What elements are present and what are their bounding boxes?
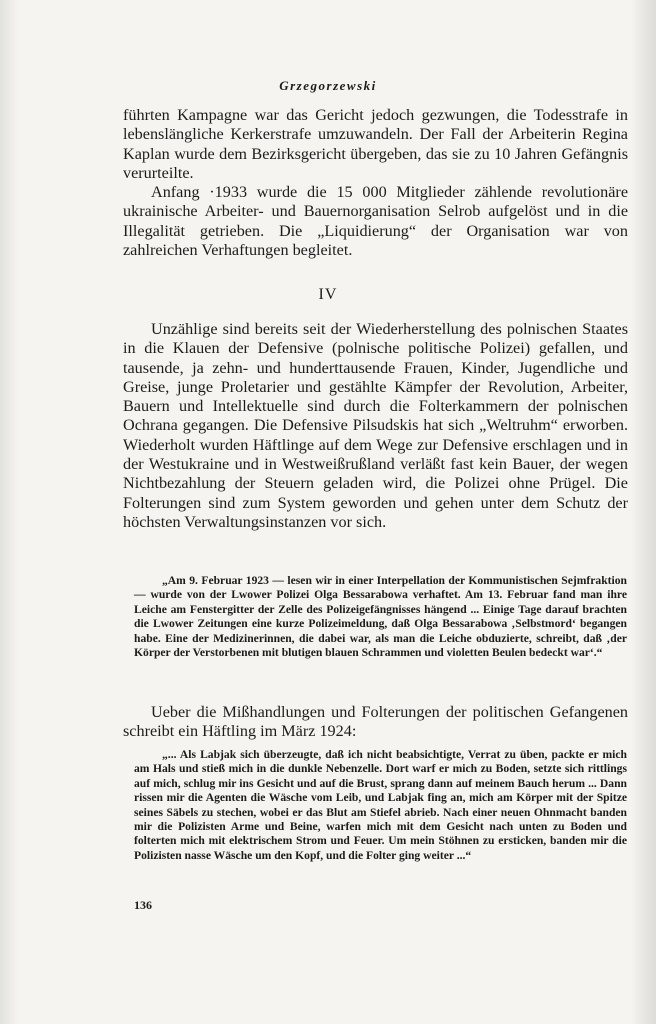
paragraph-defensive [123,320,628,532]
quote-text: „... Als Labjak sich überzeugte, daß ich nicht beabsichtigte, Verrat zu üben, packte er mich am Hals und stieß mich in die dunkle Nebenzelle. Dort warf er mich zu Boden, setzte sich rittlings auf mich, schlug mir ins Gesicht und auf die Brust, sprang dann auf meinem Bauch herum ... Dann rissen mir die Agenten die Wäsche vom Leib, und Labjak fing an, mich am Körper mit der Spitze seines Säbels zu stechen, wobei er das Blut am Stiefel abrieb. Nach einer neuen Ohnmacht banden mir die Polizisten Arme und Beine, warfen mich mit dem Gesicht nach unten zu Boden und folterten mich mit elektrischem Strom und Feuer. Um mein Stöhnen zu ersticken, banden mir die Polizisten nasse Wäsche um den Kopf, und die Folter ging weiter ...“ [134,748,627,862]
running-header: Grzegorzewski [279,78,377,93]
paragraph-text: führten Kampagne war das Gericht jedoch gezwungen, die Todesstrafe in lebenslängliche Kerkerstrafe umzuwandeln. Der Fall der Arbeiterin Regina Kaplan wurde dem Bezirksgericht übergeben, das sie zu 10 Jahren Gefängnis verurteilte. [123,106,628,182]
paragraph-continuation [123,106,628,183]
paragraph-text: Unzählige sind bereits seit der Wiederherstellung des polnischen Staates in die Klauen der Defensive (polnische politische Polizei) gefallen, und tausende, ja zehn- und hunderttausende Frauen, Kinder, Jugendliche und Greise, junge Proletarier und gestählte Kämpfer der Revolution, Arbeiter, Bauern und Intellektuelle sind durch die Folterkammern der polnischen Ochrana gegangen. Die Defensive Pilsudskis hat sich „Weltruhm“ erworben. Wiederholt wurden Häftlinge auf dem Wege zur Defensive erschlagen und in der Westukraine und in Westweißrußland verläßt fast kein Bauer, der wegen Nichtbezahlung der Steuern geladen wird, die Polizei ohne Prügel. Die Folterungen sind zum System geworden und gehen unter dem Schutz der höchsten Verwaltungsinstanzen vor sich. [123,320,628,531]
paragraph-text: Ueber die Mißhandlungen und Folterungen der politischen Gefangenen schreibt ein Häftling im März 1924: [123,703,628,741]
paragraph-text: Anfang ·1933 wurde die 15 000 Mitglieder zählende revolutionäre ukrainische Arbeiter- und Bauernorganisation Selrob aufgelöst und in die Illegalität getrieben. Die „Liquidierung“ der Organisation war von zahlreichen Verhaftungen begleitet. [123,183,628,259]
page-number: 136 [134,898,152,912]
block-quote-bessarabowa [134,574,627,660]
paragraph-selrob [123,183,628,260]
block-quote-prisoner [134,748,627,863]
quote-text: „Am 9. Februar 1923 — lesen wir in einer Interpellation der Kommunistischen Sejmfraktion — wurde von der Lwower Polizei Olga Bessarabowa verhaftet. Am 13. Februar fand man ihre Leiche am Fenstergitter der Zelle des Polizeigefängnisses hängend ... Einige Tage darauf brachten die Lwower Zeitungen eine kurze Polizeimeldung, daß Olga Bessarabowa ‚Selbstmord‘ begangen habe. Eine der Medizinerinnen, die dabei war, als man die Leiche obduzierte, schreibt, daß ‚der Körper der Verstorbenen mit blutigen blauen Schrammen und violetten Beulen bedeckt war‘.“ [134,574,627,660]
section-heading: IV [318,286,338,303]
paragraph-intro-quote [123,703,628,742]
